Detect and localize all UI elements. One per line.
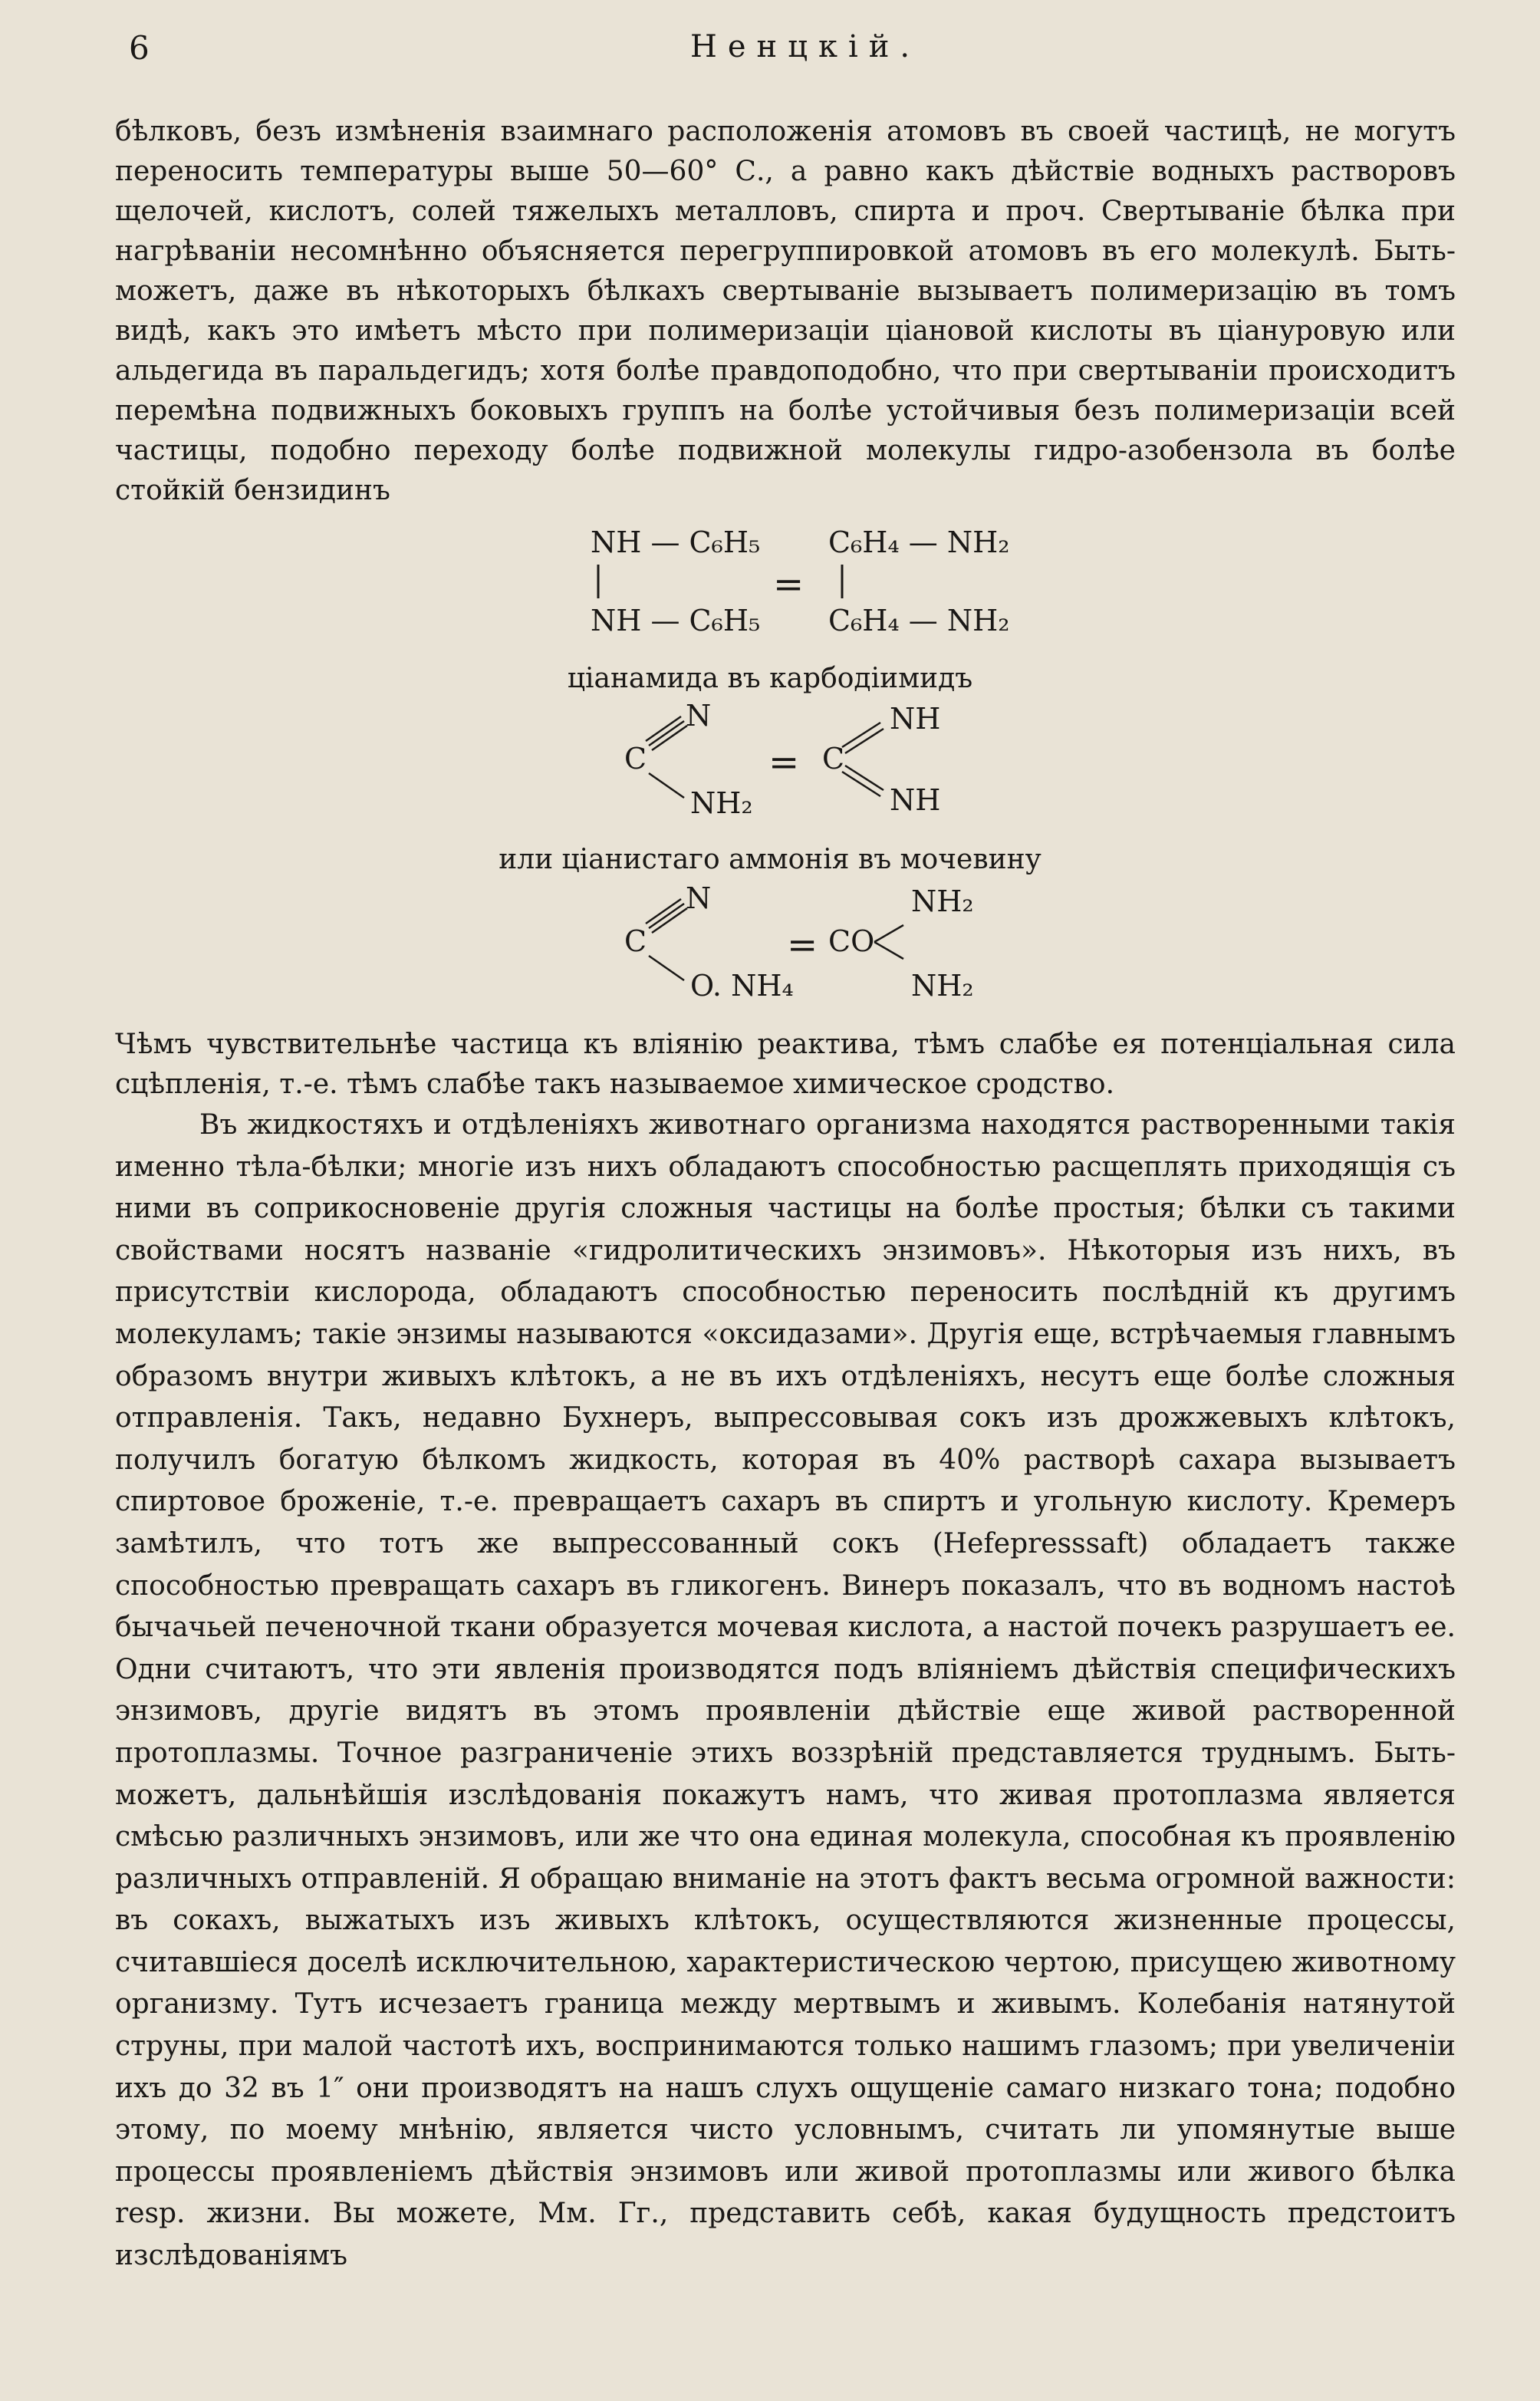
formula3-o-nh4: O. NH₄ <box>690 969 794 1003</box>
formula-ammonium-cyanate-urea <box>598 881 997 1011</box>
formula1-right-top: C₆H₄ — NH₂ <box>828 525 1010 559</box>
formula2-nh-top: NH <box>890 702 941 736</box>
page-number: 6 <box>129 29 150 67</box>
paragraph-3: Въ жидкостяхъ и отдѣленіяхъ животнаго организма находятся растворенными такія именно тѣла-бѣлки; многіе изъ нихъ обладаютъ способностью расщеплять приходящія съ ними въ соприкосновеніе другія сложныя частицы на болѣе простыя; бѣлки съ такими свойствами носятъ названіе «гидролитическихъ энзимовъ». Нѣкоторыя изъ нихъ, въ присутствіи кислорода, обладаютъ способностью переносить послѣдній къ другимъ молекуламъ; такіе энзимы называются «оксидазами». Другія еще, встрѣчаемыя главнымъ образомъ внутри живыхъ клѣтокъ, а не въ ихъ отдѣленіяхъ, несутъ еще болѣе сложныя отправленія. Такъ, недавно Бухнеръ, выпрессовывая сокъ изъ дрожжевыхъ клѣтокъ, получилъ богатую бѣлкомъ жидкость, которая въ 40% растворѣ сахара вызываетъ спиртовое броженіе, т.-е. превращаетъ сахаръ въ спиртъ и угольную кислоту. Кремеръ замѣтилъ, что тотъ же выпрессованный сокъ (Hefepresssaft) обладаетъ также способностью превращать сахаръ въ гликогенъ. Винеръ показалъ, что въ водномъ настоѣ бычачьей печеночной ткани образуется мочевая кислота, а настой почекъ разрушаетъ ее. Одни считаютъ, что эти явленія производятся подъ вліяніемъ дѣйствія специфическихъ энзимовъ, другіе видятъ въ этомъ проявленіи дѣйствіе еще живой растворенной протоплазмы. Точное разграниченіе этихъ воззрѣній представляется труднымъ. Быть-можетъ, дальнѣйшія изслѣдованія покажутъ намъ, что живая протоплазма является смѣсью различныхъ энзимовъ, или же что она единая молекула, способная къ проявленію различныхъ отправленій. Я обращаю вниманіе на этотъ фактъ весьма огромной важности: въ сокахъ, выжатыхъ изъ живыхъ клѣтокъ, осуществляются жизненные процессы, считавшіеся доселѣ исключительною, характеристическою чертою, присущею животному организму. Тутъ исчезаетъ граница между мертвымъ и живымъ. Колебанія натянутой струны, при малой частотѣ ихъ, воспринимаются только нашимъ глазомъ; при увеличеніи ихъ до 32 въ 1″ они производятъ на нашъ слухъ ощущеніе самаго низкаго тона; подобно этому, по моему мнѣнію, является чисто условнымъ, считать ли упомянутые выше процессы проявленіемъ дѣйствія энзимовъ или живой протоплазмы или живого бѣлка resp. жизни. Вы можете, Мм. Гг., представить себѣ, какая будущность предстоитъ изслѣдованіямъ <box>115 1109 1456 2272</box>
formula3-carbon: C <box>624 924 647 958</box>
paragraph-1: бѣлковъ, безъ измѣненія взаимнаго расположенія атомовъ въ своей частицѣ, не могутъ переносить температуры выше 50—60° С., а равно какъ дѣйствіе водныхъ растворовъ щелочей, кислотъ, солей тяжелыхъ металловъ, спирта и проч. Свертываніе бѣлка при нагрѣваніи несомнѣнно объясняется перегруппировкой атомовъ въ его молекулѣ. Быть-можетъ, даже въ нѣкоторыхъ бѣлкахъ свертываніе вызываетъ полимеризацію въ томъ видѣ, какъ это имѣетъ мѣсто при полимеризаціи ціановой кислоты въ ціануровую или альдегида въ паральдегидъ; хотя болѣе правдоподобно, что при свертываніи происходитъ перемѣна подвижныхъ боковыхъ группъ на болѣе устойчивыя безъ полимеризаціи всей частицы, подобно переходу болѣе подвижной молекулы гидро-азобензола въ болѣе стойкій бензидинъ <box>115 116 1456 506</box>
formula-hydrazobenzene-benzidine <box>568 515 1043 646</box>
formula2-nh-bottom: NH <box>890 783 941 817</box>
formula2-nitrogen: N <box>686 699 712 733</box>
formula1-right-bottom: C₆H₄ — NH₂ <box>828 604 1010 637</box>
formula3-nh2-bottom: NH₂ <box>911 969 974 1003</box>
caption-cyanamide: ціанамида въ карбодіимидъ <box>567 663 973 694</box>
running-title: Ненцкій. <box>690 29 921 64</box>
formula2-carbon-right: C <box>822 742 845 776</box>
formula-cyanamide-carbodiimide <box>598 698 966 828</box>
formula1-left-bottom: NH — C₆H₅ <box>591 604 761 637</box>
formula1-left-top: NH — C₆H₅ <box>591 525 761 559</box>
formula3-nitrogen: N <box>686 881 712 915</box>
formula3-co: CO <box>828 924 875 958</box>
formula3-nh2-top: NH₂ <box>911 884 974 918</box>
paragraph-2: Чѣмъ чувствительнѣе частица къ вліянію реактива, тѣмъ слабѣе ея потенціальная сила сцѣпленія, т.-е. тѣмъ слабѣе такъ называемое химическое сродство. <box>115 1029 1456 1100</box>
formula2-carbon-left: C <box>624 742 647 776</box>
formula2-nh2: NH₂ <box>690 786 753 820</box>
formula1-equals: = <box>773 563 805 606</box>
formula3-equals: = <box>787 924 818 967</box>
caption-ammonium-cyanate: или ціанистаго аммонія въ мочевину <box>499 844 1041 875</box>
formula2-equals: = <box>768 741 800 784</box>
